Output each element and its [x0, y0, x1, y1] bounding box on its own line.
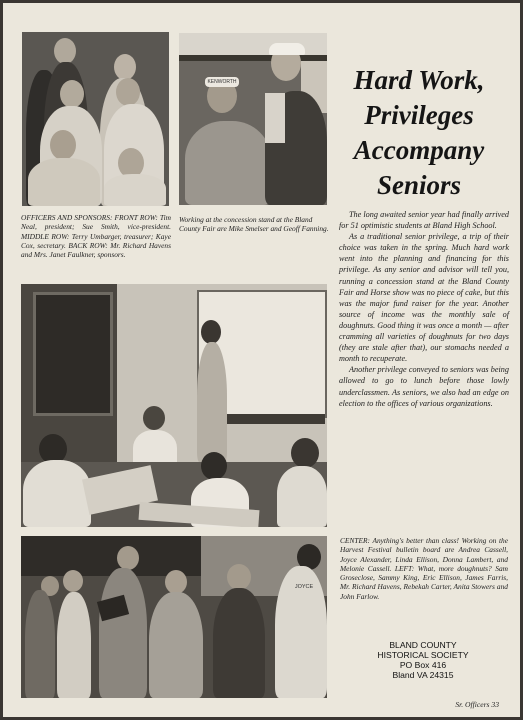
- doughnuts-photo: [21, 536, 327, 698]
- story-body: [339, 209, 509, 409]
- stamp-line: PO Box 416: [399, 660, 447, 670]
- stamp-line: Bland VA 24315: [392, 670, 454, 680]
- bulletin-board-photo: [21, 284, 327, 527]
- headline: [331, 63, 507, 203]
- headline-line: Accompany: [353, 135, 485, 165]
- stamp-line: HISTORICAL SOCIETY: [377, 650, 469, 660]
- concession-caption: Working at the concession stand at the Bland County Fair are Mike Smelser and Geoff Fanning.: [179, 215, 329, 234]
- yearbook-page: [3, 3, 520, 717]
- headline-line: Seniors: [376, 170, 462, 200]
- historical-society-stamp: [353, 640, 493, 680]
- page-folio: Sr. Officers 33: [455, 700, 499, 709]
- center-left-caption: CENTER: Anything's better than class! Working on the Harvest Festival bulletin board are Andrea Cassell, Joyce Alexander, Linda Ellison, Donna Lambert, and Melonie Cassell. LEFT: What, more doughnuts? Sam Groseclose, Sammy King, Eric Ellison, James Farris, Mr. Richard Havens, Rebekah Carter, Anita Stowers and John Farlow.: [340, 536, 508, 601]
- headline-line: Hard Work,: [353, 65, 485, 95]
- story-paragraph: Another privilege conveyed to seniors was being allowed to go to lunch before those lowly underclassmen. As seniors, we also had an edge on election to the offices of various organizations.: [339, 365, 509, 408]
- officers-sponsors-photo: [22, 32, 169, 206]
- officers-caption: OFFICERS AND SPONSORS: FRONT ROW: Tim Neal, president; Sue Smith, vice-president. MIDDLE ROW: Terry Umbarger, treasurer; Kaye Cox, secretary. BACK ROW: Mr. Richard Havens and Mrs. Janet Faulkner, sponsors.: [21, 213, 171, 260]
- headline-line: Privileges: [364, 100, 474, 130]
- stamp-line: BLAND COUNTY: [389, 640, 457, 650]
- story-paragraph: The long awaited senior year had finally arrived for 51 optimistic students at Bland High School.: [339, 210, 509, 231]
- story-paragraph: As a traditional senior privilege, a trip of their choice was taken in the spring. Much hard work went into the planning and financing for this privilege. As any senior and advisor will tell you, running a concession stand at the Bland County Fair and Horse show was no piece of cake, but this was the major fund raiser for the year. Another source of income was the monthly sale of doughnuts. Good thing it was once a month — after cramming all varieties of doughnuts for two days (they are stale after that), our stomachs needed a month to recuperate.: [339, 232, 509, 364]
- shirt-text: JOYCE: [294, 584, 314, 590]
- cap-logo-text: KENWORTH: [205, 77, 239, 87]
- concession-stand-photo: [179, 33, 327, 205]
